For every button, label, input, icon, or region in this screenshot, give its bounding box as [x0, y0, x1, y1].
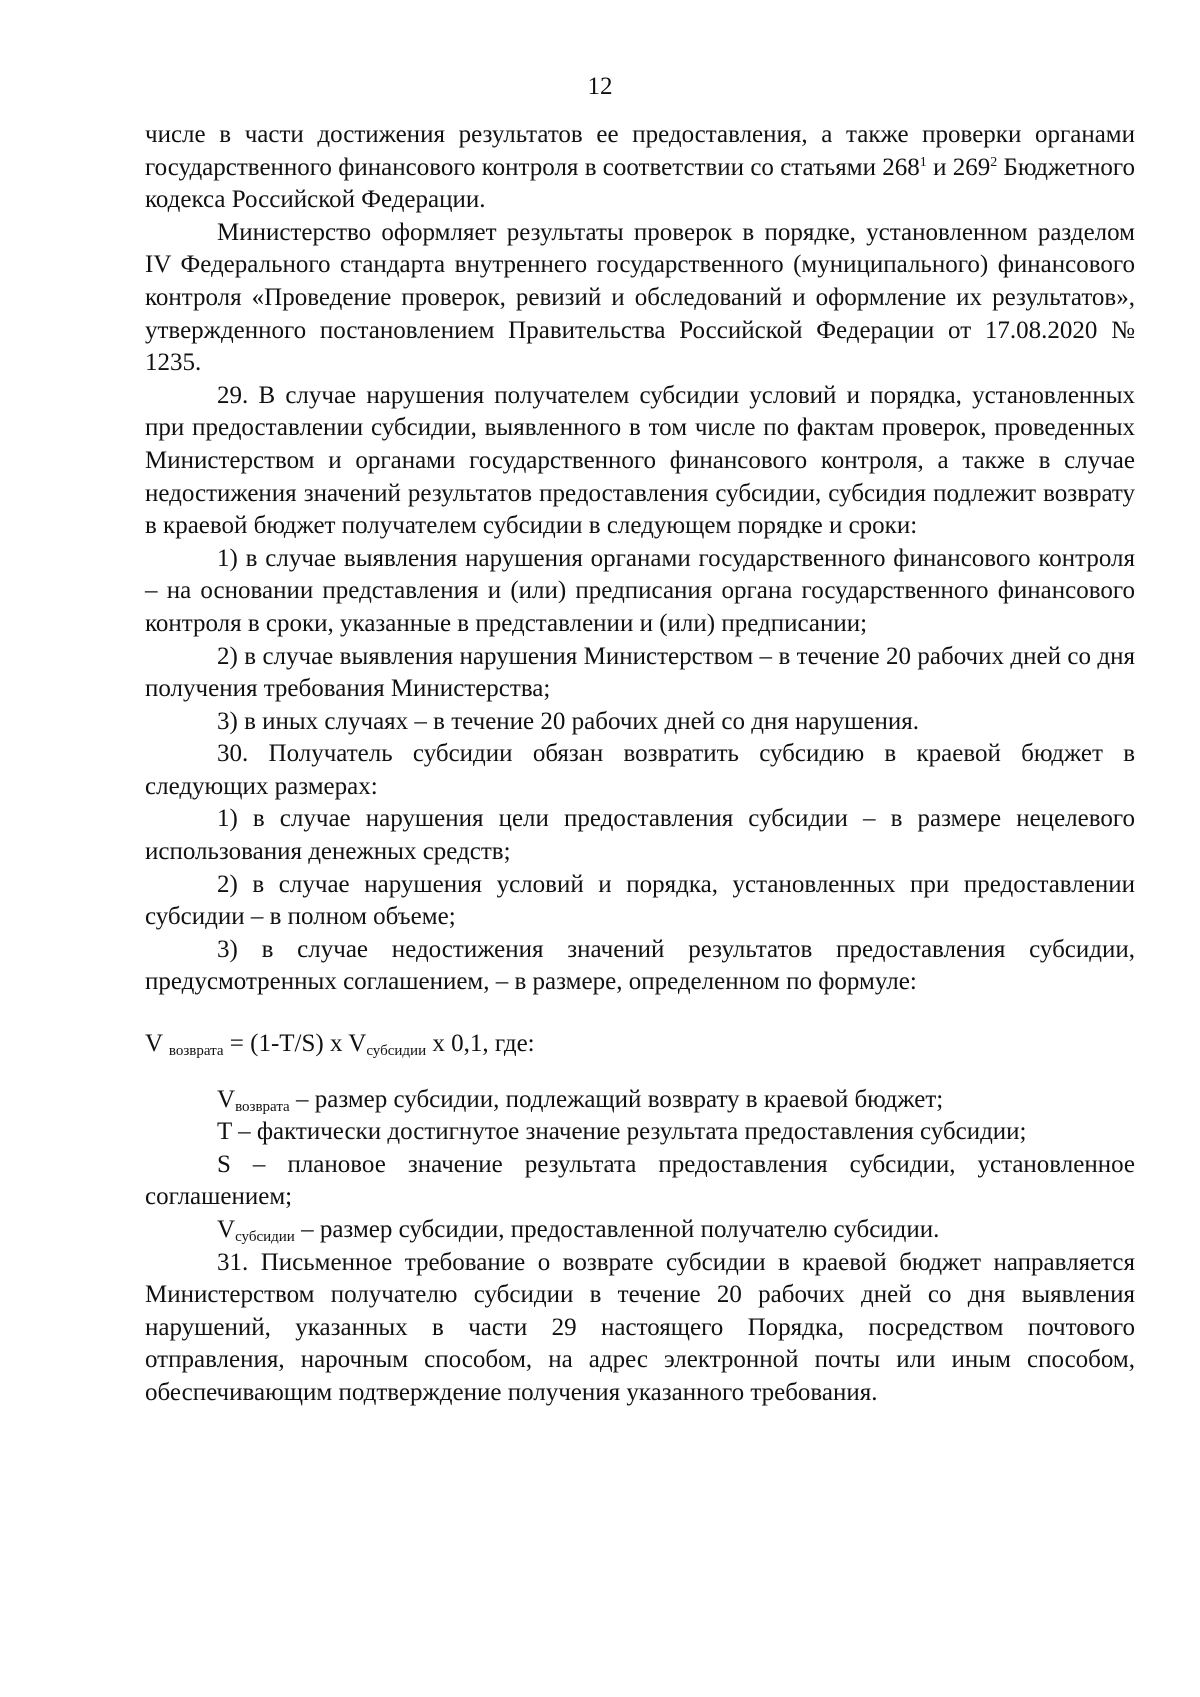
paragraph-inspection-results: Министерство оформляет результаты проверок в порядке, установленном разделом IV Федерального стандарта внутреннего государственного (муниципального) финансового контроля «Проведение проверок, ревизий и обследований и оформление их результатов», утвержденного постановлением Правительства Российской Федерации от 17.08.2020 № 1235. — [145, 218, 1135, 377]
definition-symbol: V — [217, 1216, 236, 1243]
paragraph-section-31: 31. Письменное требование о возврате субсидии в краевой бюджет направляется Министерством получателю субсидии в течение 20 рабочих дней со дня выявления нарушений, указанных в части 29 настоящего Порядка, посредством почтового отправления, нарочным способом, на адрес электронной почты или иным способом, обеспечивающим подтверждение получения указанного требования. — [145, 1248, 1135, 1406]
list-item-30-1: 1) в случае нарушения цели предоставления субсидии – в размере нецелевого использования денежных средств; — [145, 805, 1135, 866]
formula-part: x 0,1, где: — [426, 1030, 535, 1058]
paragraph-section-29: 29. В случае нарушения получателем субсидии условий и порядка, установленных при предоставлении субсидии, выявленного в том числе по фактам проверок, проведенных Министерством и органами государственного финансового контроля, а также в случае недостижения значений результатов предоставления субсидии, субсидия подлежит возврату в краевой бюджет получателем субсидии в следующем порядке и сроки: — [145, 381, 1135, 540]
list-item-29-1: 1) в случае выявления нарушения органами государственного финансового контроля – на основании представления и (или) предписания органа государственного финансового контроля в сроки, указанные в представлении и (или) предписании; — [145, 544, 1135, 637]
list-item-30-2: 2) в случае нарушения условий и порядка, установленных при предоставлении субсидии – в полном объеме; — [145, 870, 1135, 931]
paragraph-section-30: 30. Получатель субсидии обязан возвратить субсидию в краевой бюджет в следующих размерах: — [145, 740, 1135, 800]
paragraph-text: и 269 — [926, 153, 991, 181]
superscript: 2 — [990, 154, 998, 170]
definition-text: – размер субсидии, подлежащий возврату в краевой бюджет; — [289, 1085, 944, 1113]
list-item-29-2: 2) в случае выявления нарушения Министерством – в течение 20 рабочих дней со дня получения требования Министерства; — [145, 642, 1135, 703]
formula-subscript: субсидии — [366, 1043, 427, 1060]
definition-v-return — [145, 1084, 1135, 1117]
formula-subscript: возврата — [168, 1043, 224, 1060]
definition-subscript: субсидии — [235, 1229, 295, 1245]
definition-symbol: V — [217, 1085, 236, 1113]
formula-part: = (1-T/S) x V — [223, 1030, 367, 1058]
list-item-29-3: 3) в иных случаях – в течение 20 рабочих дней со дня нарушения. — [217, 707, 920, 735]
definition-v-subsidy — [145, 1214, 1135, 1247]
definition-t: T – фактически достигнутое значение результата предоставления субсидии; — [217, 1118, 1027, 1146]
paragraph-continuation — [145, 119, 1135, 217]
list-item-30-3: 3) в случае недостижения значений результатов предоставления субсидии, предусмотренных соглашением, – в размере, определенном по формуле: — [145, 935, 1135, 996]
formula — [145, 1028, 1135, 1061]
formula-part: V — [145, 1030, 169, 1058]
definition-s: S – плановое значение результата предоставления субсидии, установленное соглашением; — [145, 1150, 1135, 1211]
paragraph-text: числе в части достижения результатов ее предоставления, а также проверки органами государственного финансового контроля в соответствии со статьями 268 — [145, 121, 1135, 181]
definition-subscript: возврата — [235, 1098, 290, 1115]
superscript: 1 — [919, 154, 927, 170]
document-body — [145, 119, 1135, 1410]
page-number: 12 — [587, 73, 613, 100]
definition-text: – размер субсидии, предоставленной получателю субсидии. — [294, 1216, 940, 1243]
paragraph-text: Бюджетного кодекса Российской Федерации. — [145, 153, 1135, 214]
